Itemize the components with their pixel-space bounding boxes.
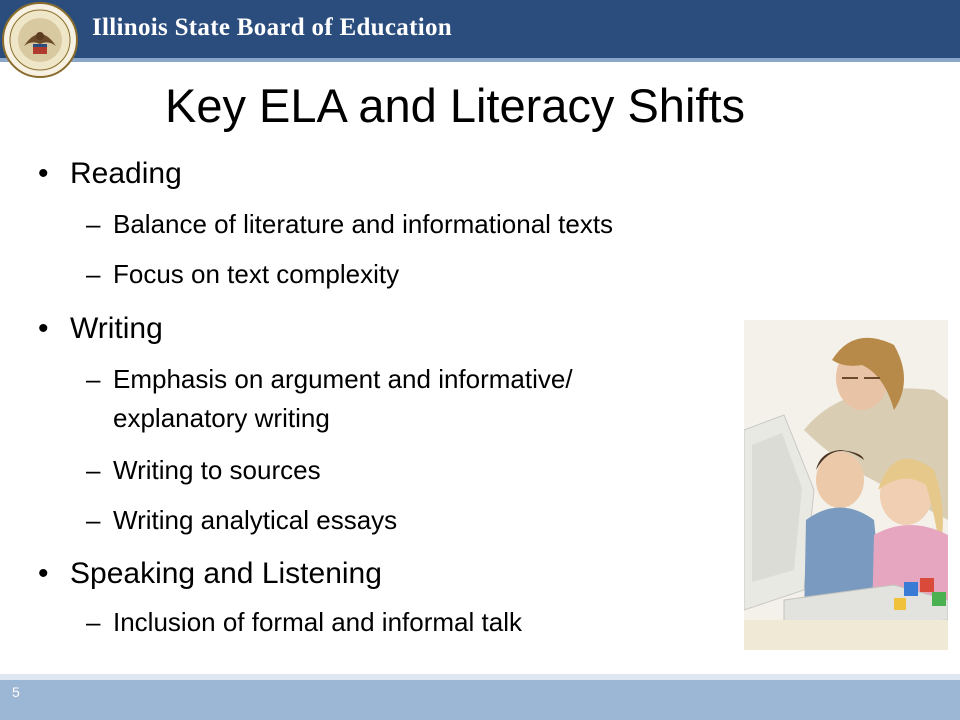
list-item: Writing to sources (113, 455, 321, 485)
organization-name: Illinois State Board of Education (92, 14, 452, 41)
list-item: Balance of literature and informational texts (113, 209, 614, 239)
section-heading-reading: Reading (70, 157, 182, 190)
classroom-photo (744, 320, 948, 650)
list-item: Writing analytical essays (113, 505, 398, 535)
list-item: explanatory writing (113, 403, 330, 433)
dash-icon: – (86, 505, 101, 535)
header-stripe (0, 58, 960, 62)
footer-bar (0, 680, 960, 720)
list-item: Focus on text complexity (113, 259, 400, 289)
section-heading-writing: Writing (70, 312, 163, 345)
section-heading-speaking-listening: Speaking and Listening (70, 557, 382, 590)
list-item: Emphasis on argument and informative/ (113, 364, 573, 394)
slide-title: Key ELA and Literacy Shifts (165, 79, 745, 132)
dash-icon: – (86, 607, 101, 637)
bullet-icon: • (38, 557, 49, 590)
page-number: 5 (12, 684, 20, 700)
dash-icon: – (86, 259, 101, 289)
dash-icon: – (86, 364, 101, 394)
list-item: Inclusion of formal and informal talk (113, 607, 522, 637)
dash-icon: – (86, 455, 101, 485)
bullet-icon: • (38, 312, 49, 345)
bullet-icon: • (38, 157, 49, 190)
dash-icon: – (86, 209, 101, 239)
state-seal-icon (2, 2, 78, 78)
